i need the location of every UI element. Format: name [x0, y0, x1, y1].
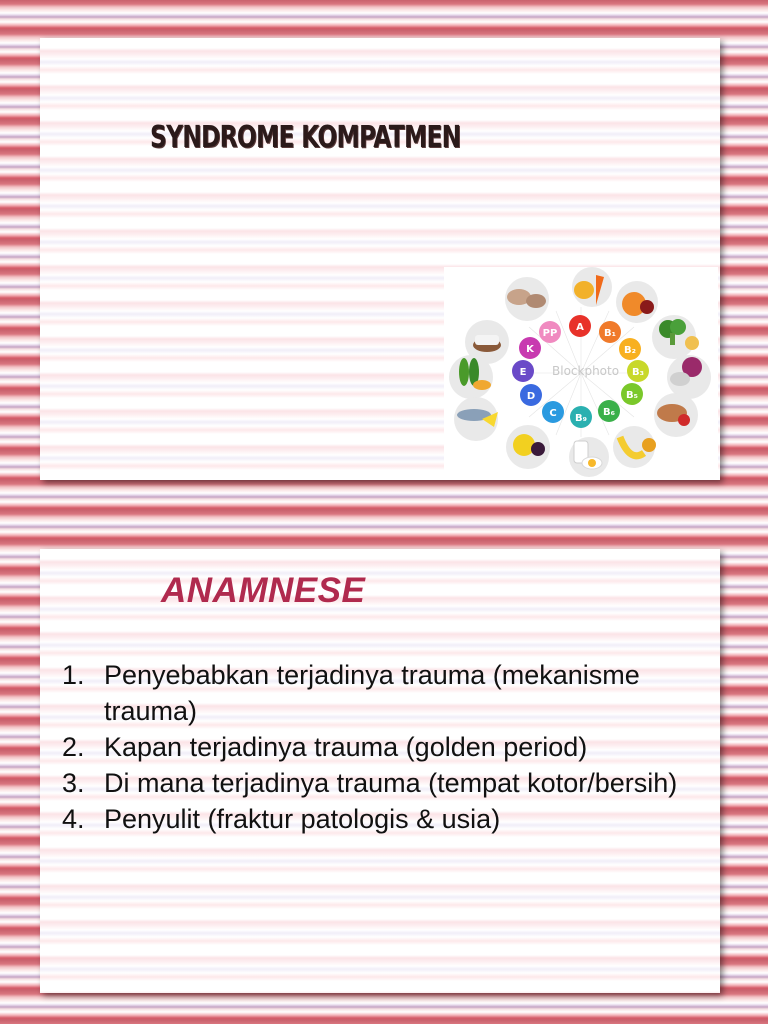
- svg-text:B₆: B₆: [602, 407, 616, 418]
- list-item: [62, 801, 712, 837]
- vitamin-wheel-image: [444, 267, 718, 479]
- svg-text:A: A: [576, 322, 584, 333]
- svg-text:B₅: B₅: [625, 390, 639, 401]
- item-number: 1.: [62, 660, 85, 690]
- vitamin-wheel-graphic: [444, 267, 718, 479]
- item-number: 2.: [62, 732, 85, 762]
- item-text: Penyulit (fraktur patologis & usia): [104, 804, 501, 834]
- item-number: 3.: [62, 768, 85, 798]
- slide-2: [40, 549, 720, 993]
- list-item: [62, 729, 712, 765]
- slide-title: SYNDROME KOMPATMEN: [150, 120, 461, 155]
- item-text: Penyebabkan terjadinya trauma (mekanisme trauma): [104, 660, 640, 726]
- svg-text:B₁: B₁: [603, 328, 617, 339]
- svg-text:B₉: B₉: [574, 413, 588, 424]
- svg-text:B₂: B₂: [623, 345, 637, 356]
- svg-text:E: E: [519, 367, 527, 378]
- item-number: 4.: [62, 804, 85, 834]
- svg-text:C: C: [549, 408, 557, 419]
- list-item: [62, 765, 712, 801]
- slide-heading: ANAMNESE: [161, 571, 366, 610]
- item-text: Di mana terjadinya trauma (tempat kotor/bersih): [104, 768, 678, 798]
- svg-text:K: K: [526, 344, 534, 355]
- svg-text:B₃: B₃: [631, 367, 645, 378]
- svg-text:D: D: [526, 391, 536, 402]
- anamnese-list: [62, 657, 712, 837]
- slide-1: [40, 38, 720, 480]
- list-item: [62, 657, 712, 729]
- item-text: Kapan terjadinya trauma (golden period): [104, 732, 588, 762]
- watermark-text: Blockphoto: [552, 364, 620, 378]
- svg-text:PP: PP: [542, 328, 558, 339]
